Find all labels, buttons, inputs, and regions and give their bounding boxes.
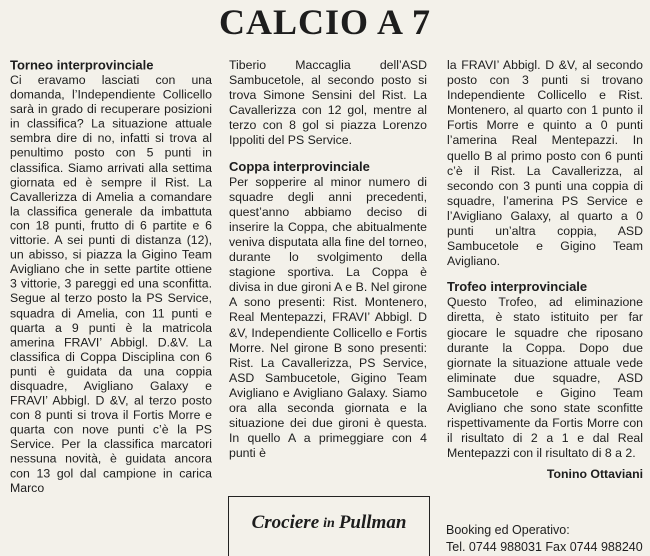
section-heading-torneo: Torneo interprovinciale bbox=[10, 58, 154, 73]
article-column-1 bbox=[10, 58, 212, 496]
booking-phone: Tel. 0744 988031 Fax 0744 988240 bbox=[446, 540, 643, 554]
booking-info bbox=[446, 523, 646, 555]
author-signature: Tonino Ottaviani bbox=[546, 467, 643, 482]
booking-label: Booking ed Operativo: bbox=[446, 523, 570, 537]
ad-word-crociere: Crociere bbox=[251, 512, 320, 533]
coppa-paragraph: Per sopperire al minor numero di squadre degli anni precedenti, quest’anno abbiamo deciso di inserire la Coppa, che abitualmente veniva disputata alla fine del torneo, durante lo svolgimento della stagione sportiva. La Coppa è divisa in due gironi A e B. Nel girone A sono presenti: Rist. Montenero, Real Mentepazzi, FRAVI’ Abbigl. D &V, Independiente Collicello e Fortis Morre. Nel girone B sono presenti: Rist. La Cavallerizza, PS Service, ASD Sambucetole, Gigino Team Avigliano e Avigliano Galaxy. Siamo ora alla seconda giornata e la situazione dei due gironi è questa. In quello A a primeggiare con 4 punti è bbox=[229, 174, 427, 461]
torneo-paragraph-continued: Tiberio Maccaglia dell’ASD Sambucetole, al secondo posto si trova Simone Sensini del Rist. La Cavallerizza con 12 gol, mentre al terzo con 8 gol si piazza Lorenzo Ippoliti del PS Service. bbox=[229, 58, 427, 148]
article-column-2 bbox=[229, 58, 427, 461]
advertisement-box bbox=[228, 496, 430, 556]
ad-word-pullman: Pullman bbox=[338, 512, 407, 533]
article-column-3 bbox=[447, 58, 643, 482]
ad-word-in: in bbox=[323, 516, 335, 531]
section-heading-trofeo: Trofeo interprovinciale bbox=[447, 279, 588, 295]
coppa-paragraph-continued: la FRAVI’ Abbigl. D &V, al secondo posto con 3 punti si trovano Independiente Collicello e Rist. Montenero, al quarto con 1 punto il Fortis Morre e quinto a 0 punti l’amerina Real Mentepazzi. In quello B al primo posto con 6 punti c’è il Rist. La Cavallerizza, al secondo con 3 punti una coppia di squadre, l’amerina PS Service e l’Avigliano Galaxy, al quarto a 0 punti un’altra coppia, ASD Sambucetole e Gigino Team Avigliano. bbox=[447, 58, 643, 269]
section-heading-coppa: Coppa interprovinciale bbox=[229, 158, 370, 174]
torneo-paragraph: Ci eravamo lasciati con una domanda, l’Independiente Collicello sarà in grado di recuperare posizioni in classifica? La situazione attuale sembra dire di no, infatti si trova al penultimo posto con 5 punti in classifica. Siamo arrivati alla settima giornata ed è sempre il Rist. La Cavallerizza di Amelia a comandare la classifica generale da imbattuta con 18 punti, frutto di 6 partite e 6 vittorie. A sei punti di distanza (12), un abisso, si piazza la Gigino Team Avigliano che in sette partite ottiene 3 vittorie, 3 pareggi ed una sconfitta. Segue al terzo posto la PS Service, squadra di Amelia, con 11 punti e quarta a 9 punti è la matricola amerina FRAVI’ Abbigl. D.&V. La classifica di Coppa Disciplina con 6 punti è guidata da una coppia disquadre, Avigliano Galaxy e FRAVI’ Abbigl. D &V, al terzo posto con 8 punti si trova il Fortis Morre e quarta con nove punti c’è la PS Service. Per la classifica marcatori nessuna novità, è guidata ancora con 13 gol dal campione in carica Marco bbox=[10, 73, 212, 495]
page-title: CALCIO A 7 bbox=[218, 2, 432, 42]
trofeo-paragraph: Questo Trofeo, ad eliminazione diretta, è stato istituito per far giocare le squadre che riposano durante la Coppa. Dopo due giornate la situazione attuale vede eliminate due squadre, ASD Sambucetole e Gigino Team Avigliano che sono state sconfitte rispettivamente da Fortis Morre con il risultato di 2 a 1 e dal Real Mentepazzi con il risultato di 8 a 2. bbox=[447, 295, 643, 461]
